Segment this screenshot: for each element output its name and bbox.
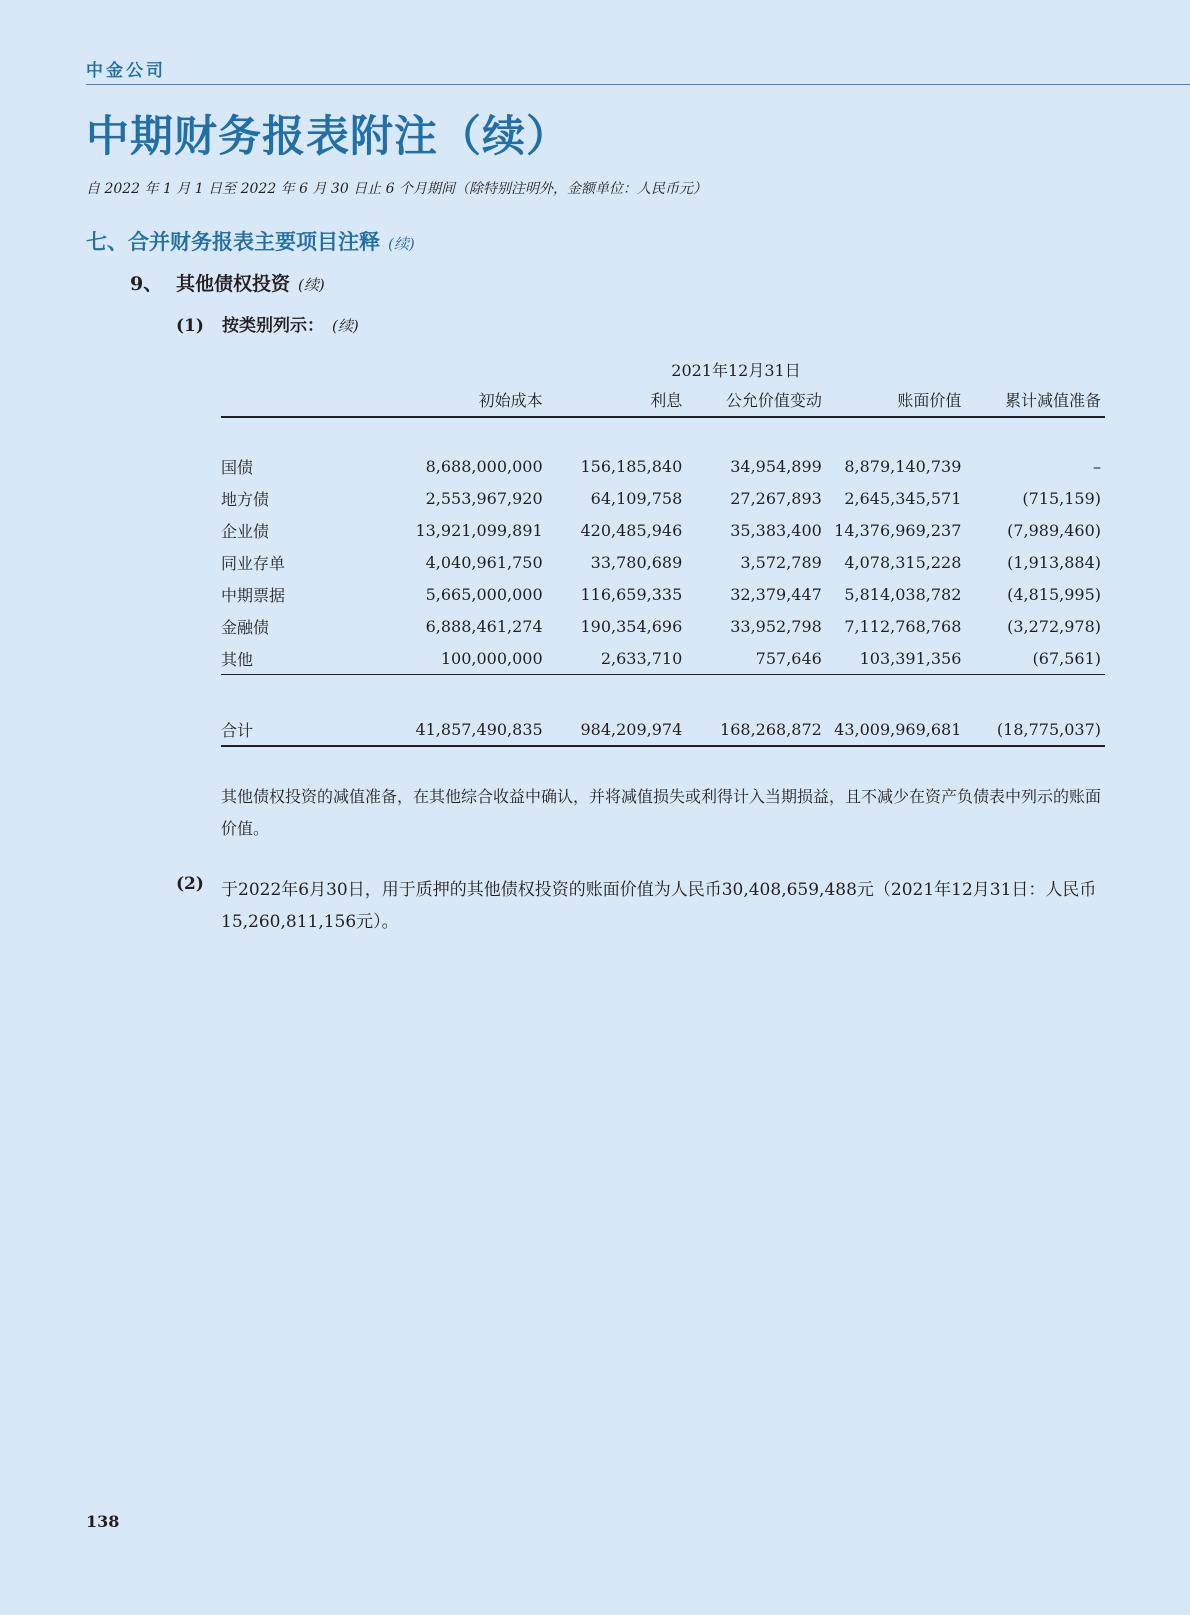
column-header-fair-value-change: 公允价值变动 [686,382,826,417]
table-spacer [221,417,1105,450]
cell-impairment: (67,561) [965,642,1105,675]
table-row [221,514,1105,546]
table-row [221,482,1105,514]
row-label: 地方债 [221,489,270,509]
cell-carrying-value: 103,391,356 [826,642,966,675]
row-label: 国债 [221,457,254,477]
cell-impairment: (7,989,460) [1007,520,1101,540]
cell-impairment: (715,159) [1022,488,1101,508]
item-heading [130,269,325,296]
cell-initial-cost: 5,665,000,000 [425,584,543,604]
cell-fair-value-change: 32,379,447 [730,584,822,604]
row-label: 其他 [221,642,407,675]
cell-interest: 33,780,689 [590,552,683,572]
subsection-continued-label: (续) [332,317,359,335]
total-fair-value-change: 168,268,872 [686,713,826,746]
company-name: 中金公司 [86,61,166,81]
pledged-investment-paragraph: 于2022年6月30日，用于质押的其他债权投资的账面价值为人民币30,408,659,488元（2021年12月31日：人民币15,260,811,156元）。 [221,880,1097,932]
cell-fair-value-change: 35,383,400 [730,520,822,540]
subsection-number: (1) [176,316,204,336]
table-row [221,450,1105,482]
section-heading [86,226,415,256]
cell-impairment: (1,913,884) [1007,552,1101,572]
total-carrying-value: 43,009,969,681 [826,713,966,746]
table-row [221,578,1105,610]
total-interest: 984,209,974 [547,713,687,746]
row-label: 中期票据 [221,585,286,605]
item-continued-label: (续) [298,276,325,294]
page-number: 138 [86,1512,120,1531]
period-note: 自 2022 年 1 月 1 日至 2022 年 6 月 30 日止 6 个月期间（除特别注明外，金额单位：人民币元） [86,181,708,197]
table-row [221,642,1105,675]
row-label: 企业债 [221,521,270,541]
cell-carrying-value: 7,112,768,768 [844,616,962,636]
total-impairment: (18,775,037) [965,713,1105,746]
cell-fair-value-change: 27,267,893 [730,488,822,508]
cell-carrying-value: 14,376,969,237 [834,520,962,540]
section-continued-label: (续) [388,235,415,253]
cell-interest: 420,485,946 [580,520,683,540]
row-label: 金融债 [221,617,270,637]
cell-fair-value-change: 33,952,798 [730,616,822,636]
table-row [221,610,1105,642]
table-column-header-row [221,382,1105,417]
total-label: 合计 [221,713,407,746]
paragraph2-number: (2) [176,874,204,894]
page-title: 中期财务报表附注（续） [86,112,570,162]
cell-impairment: – [1093,456,1101,476]
subsection-title: 按类别列示： [222,316,324,336]
table-date-header-row [221,356,1105,382]
cell-carrying-value: 2,645,345,571 [844,488,962,508]
cell-initial-cost: 100,000,000 [407,642,547,675]
cell-interest: 190,354,696 [580,616,683,636]
column-header-carrying-value: 账面价值 [826,382,966,417]
cell-initial-cost: 13,921,099,891 [415,520,543,540]
impairment-note-paragraph: 其他债权投资的减值准备，在其他综合收益中确认，并将减值损失或利得计入当期损益，且不减少在资产负债表中列示的账面价值。 [221,787,1102,838]
cell-interest: 116,659,335 [580,584,683,604]
table-header-blank [221,382,407,417]
subsection-heading [176,311,359,336]
cell-interest: 156,185,840 [580,456,683,476]
section-heading-text: 七、合并财务报表主要项目注释 [86,229,380,254]
column-header-initial-cost: 初始成本 [407,382,547,417]
table-date-header: 2021年12月31日 [671,360,801,380]
item-title: 其他债权投资 [176,273,291,295]
cell-initial-cost: 6,888,461,274 [425,616,543,636]
table-total-row [221,713,1105,746]
total-initial-cost: 41,857,490,835 [407,713,547,746]
bond-category-table-container [221,356,1105,747]
cell-fair-value-change: 757,646 [686,642,826,675]
table-spacer [221,675,1105,714]
cell-carrying-value: 8,879,140,739 [844,456,962,476]
cell-initial-cost: 8,688,000,000 [425,456,543,476]
cell-initial-cost: 4,040,961,750 [425,552,543,572]
header-divider [86,84,1190,85]
cell-fair-value-change: 3,572,789 [740,552,822,572]
cell-interest: 64,109,758 [590,488,683,508]
cell-impairment: (4,815,995) [1007,584,1101,604]
cell-initial-cost: 2,553,967,920 [425,488,543,508]
cell-fair-value-change: 34,954,899 [730,456,822,476]
cell-impairment: (3,272,978) [1007,616,1101,636]
cell-carrying-value: 4,078,315,228 [844,552,962,572]
item-number: 9、 [130,273,163,295]
column-header-impairment: 累计减值准备 [965,382,1105,417]
cell-interest: 2,633,710 [547,642,687,675]
cell-carrying-value: 5,814,038,782 [844,584,962,604]
bond-category-table [221,356,1105,747]
row-label: 同业存单 [221,553,286,573]
column-header-interest: 利息 [547,382,687,417]
table-row [221,546,1105,578]
